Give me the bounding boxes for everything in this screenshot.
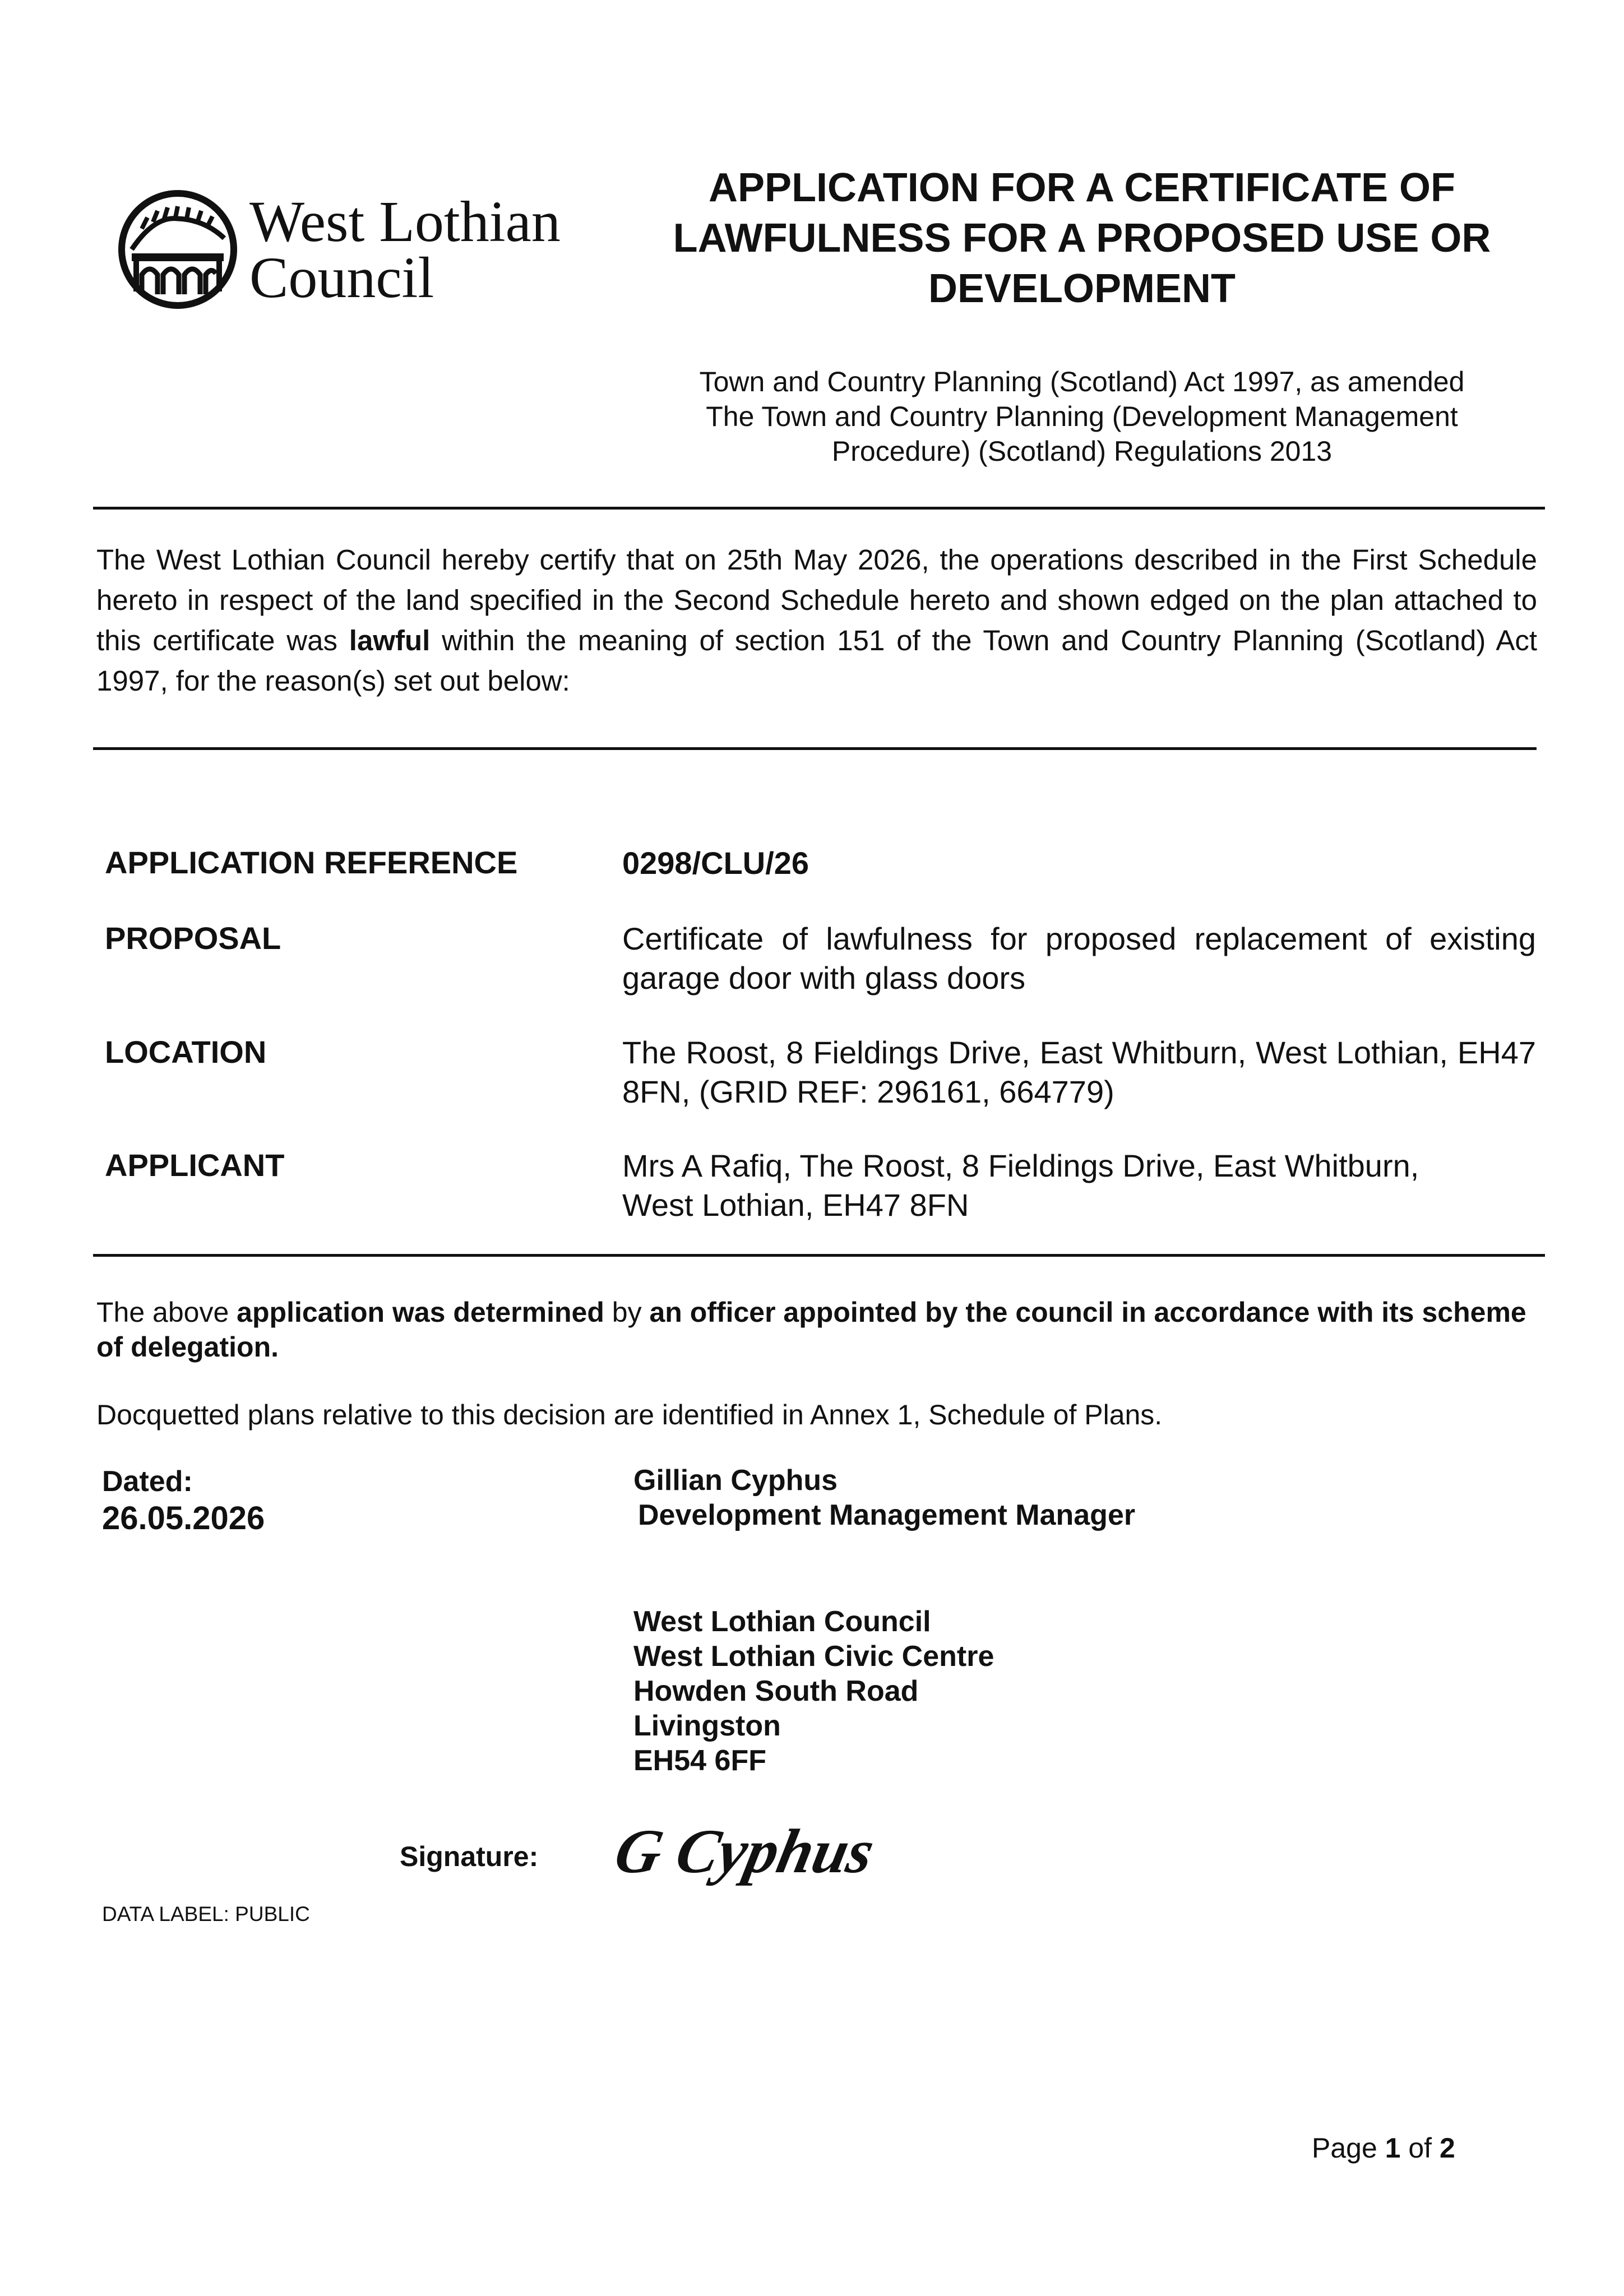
divider-middle bbox=[93, 747, 1537, 750]
signer-name: Gillian Cyphus bbox=[633, 1464, 838, 1497]
certification-part-1: The West Lothian Council hereby certify that on 25th May 2026, the operations described in the First Schedule hereto in respect of the land specified in the Second Schedule hereto and shown edged on the plan attached to this certificate was bbox=[96, 544, 1537, 656]
address-line-5: EH54 6FF bbox=[633, 1744, 766, 1777]
docquetted-plans-note: Docquetted plans relative to this decision are identified in Annex 1, Schedule of Plans. bbox=[96, 1399, 1163, 1431]
page-middle: of bbox=[1400, 2132, 1440, 2164]
applicant-line-1: Mrs A Rafiq, The Roost, 8 Fieldings Drive, East Whitburn, bbox=[622, 1148, 1419, 1183]
address-line-2: West Lothian Civic Centre bbox=[633, 1640, 994, 1673]
page-current: 1 bbox=[1385, 2132, 1401, 2164]
address-line-3: Howden South Road bbox=[633, 1675, 919, 1707]
page-number bbox=[1312, 2131, 1455, 2165]
viaduct-emblem-icon bbox=[122, 193, 234, 305]
applicant-value bbox=[622, 1146, 1536, 1225]
data-classification-label: DATA LABEL: PUBLIC bbox=[102, 1902, 310, 1925]
acts-line-2: The Town and Country Planning (Development Management bbox=[706, 401, 1458, 432]
determination-paragraph bbox=[96, 1295, 1537, 1364]
acts-line-3: Procedure) (Scotland) Regulations 2013 bbox=[831, 436, 1332, 467]
applicant-label: APPLICANT bbox=[105, 1147, 285, 1183]
location-value: The Roost, 8 Fieldings Drive, East Whitburn, West Lothian, EH47 8FN, (GRID REF: 296161, 664779) bbox=[622, 1035, 1536, 1109]
signer-role: Development Management Manager bbox=[638, 1499, 1136, 1531]
title-line-3: DEVELOPMENT bbox=[928, 266, 1236, 311]
determination-middle: by bbox=[604, 1297, 650, 1328]
page-total: 2 bbox=[1439, 2132, 1455, 2164]
determination-prefix: The above bbox=[96, 1297, 237, 1328]
document-title bbox=[622, 163, 1542, 314]
logo-line1: West Lothian bbox=[249, 189, 561, 254]
address-line-1: West Lothian Council bbox=[633, 1605, 931, 1638]
address-line-4: Livingston bbox=[633, 1710, 781, 1742]
location-label: LOCATION bbox=[105, 1034, 267, 1070]
determination-bold-1: application was determined bbox=[237, 1297, 604, 1328]
council-logo bbox=[115, 185, 563, 314]
certification-paragraph bbox=[96, 540, 1537, 701]
applicant-line-2: West Lothian, EH47 8FN bbox=[622, 1187, 969, 1223]
dated-label: Dated: bbox=[102, 1465, 193, 1498]
title-line-1: APPLICATION FOR A CERTIFICATE OF bbox=[709, 165, 1455, 210]
handwritten-signature bbox=[609, 1811, 881, 1895]
reference-value: 0298/CLU/26 bbox=[622, 845, 809, 881]
signature-label: Signature: bbox=[400, 1841, 539, 1872]
acts-line-1: Town and Country Planning (Scotland) Act 1997, as amended bbox=[699, 366, 1465, 397]
dated-value: 26.05.2026 bbox=[102, 1500, 265, 1536]
certification-emphasis: lawful bbox=[349, 624, 431, 656]
divider-bottom bbox=[93, 1254, 1545, 1257]
proposal-label: PROPOSAL bbox=[105, 920, 281, 956]
logo-line2: Council bbox=[249, 246, 434, 310]
determination-bold-2: an officer appointed by the council in accordance with its scheme of delegation. bbox=[96, 1297, 1526, 1363]
title-line-2: LAWFULNESS FOR A PROPOSED USE OR bbox=[673, 216, 1491, 261]
certification-part-2: within the meaning of section 151 of the Town and Country Planning (Scotland) Act 1997, for the reason(s) set out below: bbox=[96, 624, 1538, 697]
proposal-value: Certificate of lawfulness for proposed replacement of existing garage door with glass doors bbox=[622, 921, 1536, 996]
divider-top bbox=[93, 507, 1545, 510]
signer-block bbox=[633, 1463, 1135, 1533]
page-prefix: Page bbox=[1312, 2132, 1385, 2164]
council-address bbox=[633, 1604, 994, 1778]
reference-label: APPLICATION REFERENCE bbox=[105, 845, 518, 880]
legislation-references bbox=[622, 364, 1542, 469]
signature-text: G Cyphus bbox=[609, 1817, 881, 1886]
dated-block bbox=[102, 1463, 265, 1537]
